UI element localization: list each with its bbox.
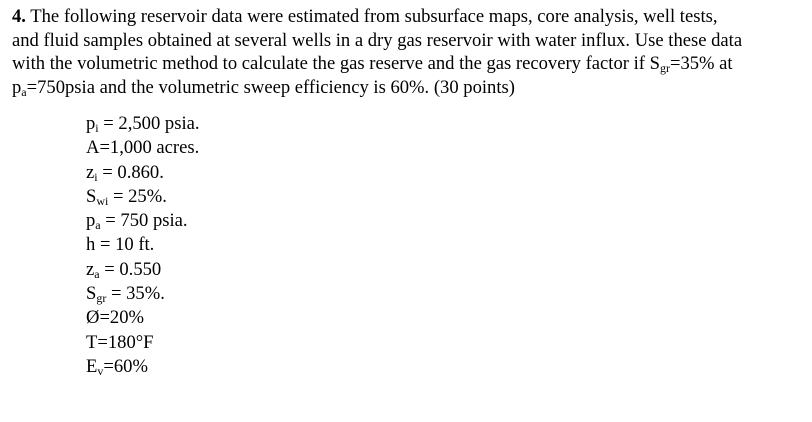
problem-number: 4. — [12, 6, 26, 27]
data-item-area — [86, 136, 200, 160]
data-symbol: A — [86, 137, 100, 159]
data-symbol: p — [86, 113, 96, 134]
data-item-temperature — [86, 331, 200, 355]
data-symbol: p — [86, 210, 96, 232]
problem-text-3b: =35% at — [669, 53, 733, 74]
sgr-subscript: gr — [659, 61, 670, 75]
data-value: = 25%. — [108, 185, 167, 207]
data-value: =180°F — [97, 331, 154, 353]
data-item-pi — [86, 112, 200, 136]
problem-text-3a: with the volumetric method to calculate the gas reserve and the gas recovery factor if S — [12, 53, 660, 74]
data-item-zi — [86, 161, 200, 185]
data-symbol: E — [86, 355, 98, 377]
data-symbol: T — [86, 331, 98, 353]
data-subscript: i — [94, 169, 98, 184]
data-value: =60% — [103, 355, 148, 377]
data-symbol: z — [86, 258, 95, 280]
data-value: = 750 psia. — [100, 210, 188, 232]
problem-text-4b: =750psia and the volumetric sweep efficiency is 60%. (30 points) — [26, 76, 515, 98]
data-value: = 35%. — [106, 283, 165, 305]
problem-line-2: and fluid samples obtained at several wells in a dry gas reservoir with water influx. Use these data — [12, 29, 743, 51]
data-value: =1,000 acres. — [99, 137, 200, 159]
data-symbol: h — [86, 234, 96, 256]
problem-text-1: The following reservoir data were estimated from subsurface maps, core analysis, well tests, — [30, 6, 718, 27]
data-item-h — [86, 233, 200, 257]
reservoir-data-list — [86, 112, 200, 379]
data-item-pa — [86, 209, 200, 233]
data-symbol: S — [86, 185, 97, 207]
data-symbol: Ø — [86, 307, 100, 329]
problem-line-1 — [12, 5, 804, 29]
problem-line-4 — [12, 76, 804, 100]
data-subscript: a — [94, 266, 100, 281]
data-item-za — [86, 258, 200, 282]
data-subscript: wi — [96, 193, 109, 208]
data-value: =20% — [99, 307, 145, 329]
data-subscript: i — [95, 121, 99, 135]
data-subscript: gr — [96, 291, 107, 306]
data-subscript: a — [95, 218, 101, 233]
data-item-porosity — [86, 306, 200, 330]
data-value: = 10 ft. — [95, 234, 155, 256]
pa-subscript: a — [21, 84, 27, 99]
data-value: = 0.860. — [97, 161, 164, 183]
data-item-swi — [86, 185, 200, 209]
problem-statement — [12, 5, 804, 99]
data-item-sgr — [86, 282, 200, 306]
data-value: = 0.550 — [99, 258, 162, 280]
problem-text-4a: p — [12, 76, 22, 98]
problem-line-3 — [12, 52, 804, 76]
data-item-ev — [86, 355, 200, 379]
data-value: = 2,500 psia. — [98, 113, 200, 134]
data-symbol: z — [86, 161, 95, 183]
data-symbol: S — [86, 283, 97, 305]
data-subscript: v — [97, 363, 104, 378]
